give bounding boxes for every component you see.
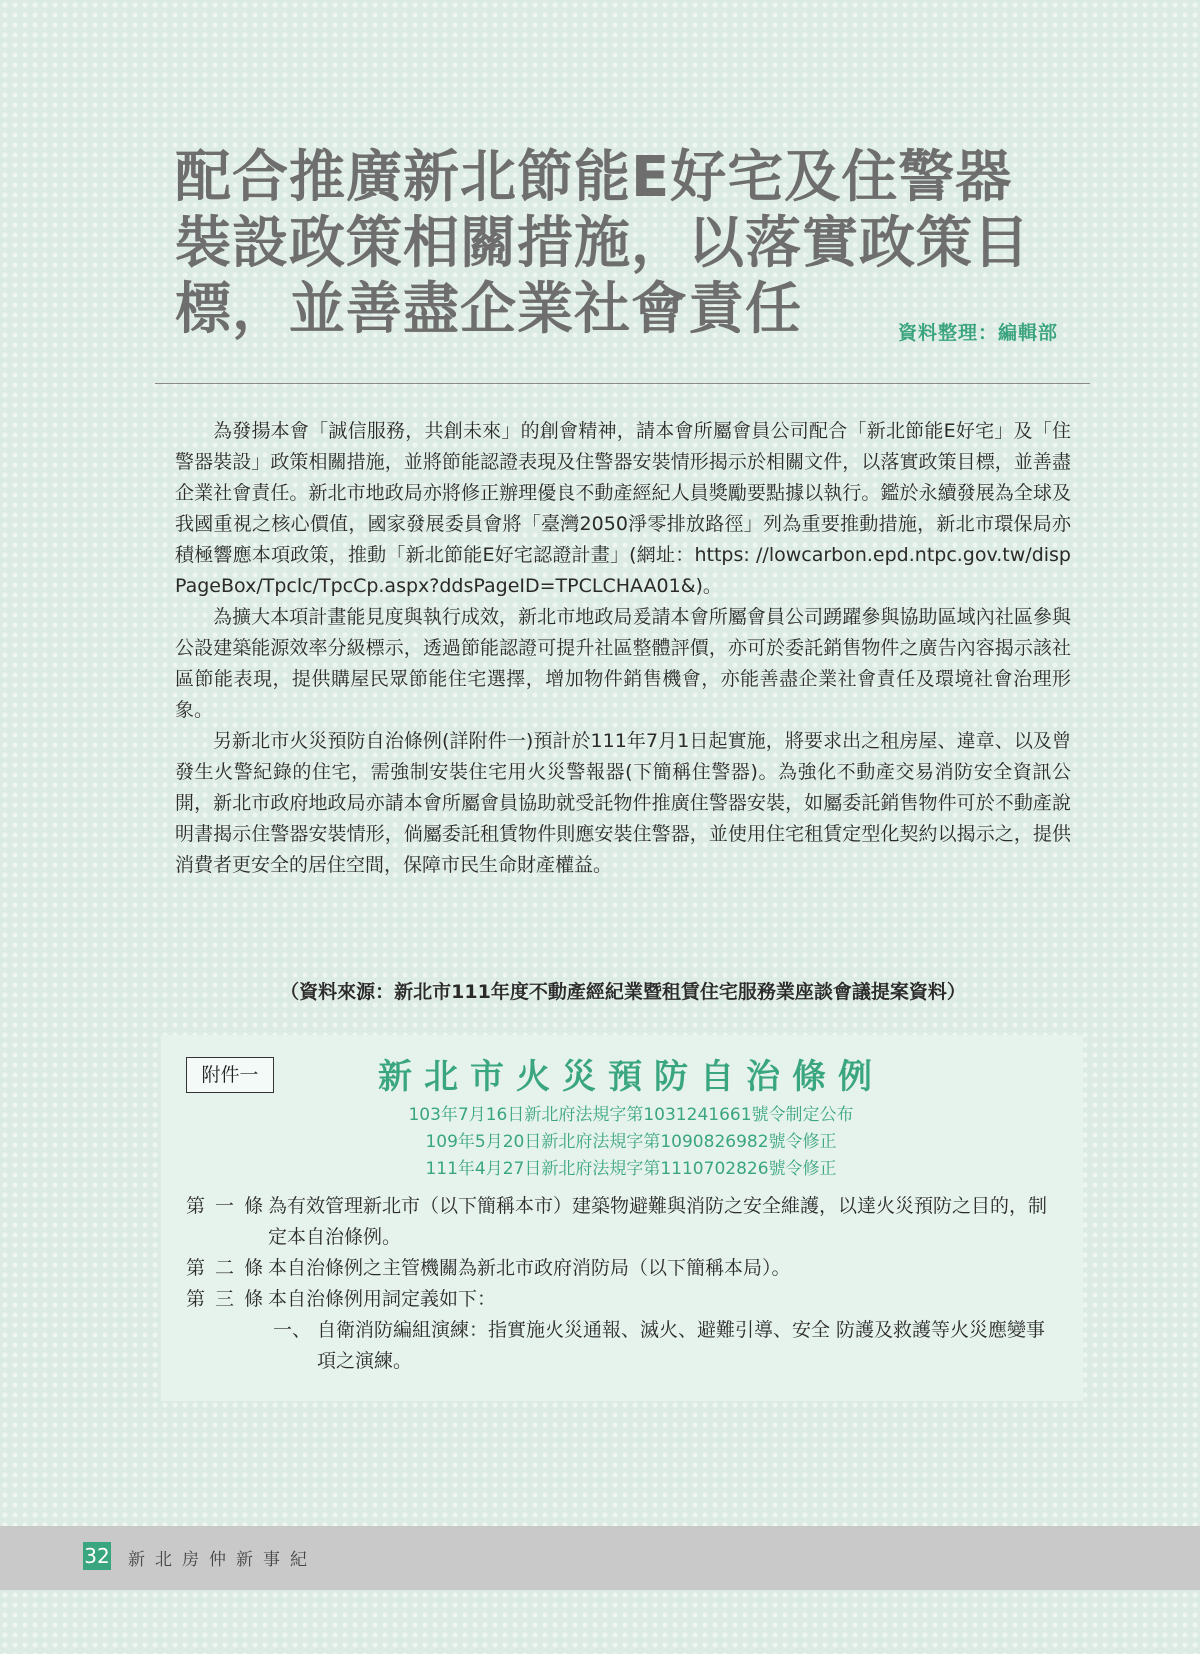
note-line-1: 103年7月16日新北府法規字第1031241661號令制定公布 [408, 1105, 854, 1125]
source-note: （資料來源：新北市111年度不動產經紀業暨租賃住宅服務業座談會議提案資料） [280, 981, 966, 1003]
attachment-box [161, 1035, 1083, 1401]
article-label: 第 二 條 [186, 1257, 266, 1279]
attachment-tag: 附件一 [186, 1057, 274, 1093]
sub-item [186, 1315, 1056, 1377]
article-label: 第 三 條 [186, 1288, 266, 1310]
article-list [186, 1191, 1056, 1377]
note-line-3: 111年4月27日新北府法規字第1110702826號令修正 [425, 1159, 837, 1179]
paragraph-3: 另新北市火災預防自治條例(詳附件一)預計於111年7月1日起實施，將要求出之租房屋、違章、以及曾發生火警紀錄的住宅，需強制安裝住宅用火災警報器(下簡稱住警器)。為強化不動產交易消防安全資訊公開，新北市政府地政局亦請本會所屬會員協助就受託物件推廣住警器安裝，如屬委託銷售物件可於不動產說明書揭示住警器安裝情形，倘屬委託租賃物件則應安裝住警器，並使用住宅租賃定型化契約以揭示之，提供消費者更安全的居住空間，保障市民生命財產權益。 [175, 730, 1071, 876]
magazine-name: 新北房仲新事紀 [128, 1550, 317, 1570]
title-divider [155, 383, 1090, 384]
attachment-notes [281, 1102, 981, 1183]
article-label: 第 一 條 [186, 1195, 266, 1217]
title-line-2: 裝設政策相關措施，以落實政策目 [175, 211, 1030, 276]
attachment-title: 新北市火災預防自治條例 [378, 1057, 884, 1097]
note-line-2: 109年5月20日新北府法規字第1090826982號令修正 [425, 1132, 837, 1152]
page-footer [0, 1526, 1200, 1590]
article-text: 本自治條例之主管機關為新北市政府消防局（以下簡稱本局）。 [268, 1257, 791, 1279]
article-text: 為有效管理新北市（以下簡稱本市）建築物避難與消防之安全維護，以達火災預防之目的，制定本自治條例。 [268, 1195, 1048, 1248]
title-line-1: 配合推廣新北節能E好宅及住警器 [175, 145, 1013, 210]
article-item [186, 1191, 1056, 1253]
sub-item-text: 自衛消防編組演練：指實施火災通報、滅火、避難引導、安全 防護及救護等火災應變事項之演練。 [317, 1319, 1046, 1372]
sub-item-label: 一、 [273, 1319, 312, 1341]
paragraph-1: 為發揚本會「誠信服務，共創未來」的創會精神，請本會所屬會員公司配合「新北節能E好宅」及「住警器裝設」政策相關措施，並將節能認證表現及住警器安裝情形揭示於相關文件，以落實政策目標，並善盡企業社會責任。新北市地政局亦將修正辦理優良不動產經紀人員獎勵要點據以執行。鑑於永續發展為全球及我國重視之核心價值，國家發展委員會將「臺灣2050淨零排放路徑」列為重要推動措施，新北市環保局亦積極響應本項政策，推動「新北節能E好宅認證計畫」(網址：https: //lowcarbon.epd.ntpc.gov.tw/dispPageBox/Tpclc/TpcCp.aspx?ddsPageID=TPCLCHAA01&)。 [175, 420, 1071, 597]
paragraph-2: 為擴大本項計畫能見度與執行成效，新北市地政局爰請本會所屬會員公司踴躍參與協助區域內社區參與公設建築能源效率分級標示，透過節能認證可提升社區整體評價，亦可於委託銷售物件之廣告內容揭示該社區節能表現，提供購屋民眾節能住宅選擇，增加物件銷售機會，亦能善盡企業社會責任及環境社會治理形象。 [175, 606, 1071, 721]
page-number: 32 [84, 1544, 110, 1568]
byline: 資料整理：編輯部 [898, 322, 1059, 344]
article-body [175, 416, 1071, 881]
article-item [186, 1284, 1056, 1315]
article-title [175, 145, 1075, 343]
article-text: 本自治條例用詞定義如下： [268, 1288, 497, 1310]
title-line-3: 標，並善盡企業社會責任 [175, 277, 802, 342]
article-item [186, 1253, 1056, 1284]
